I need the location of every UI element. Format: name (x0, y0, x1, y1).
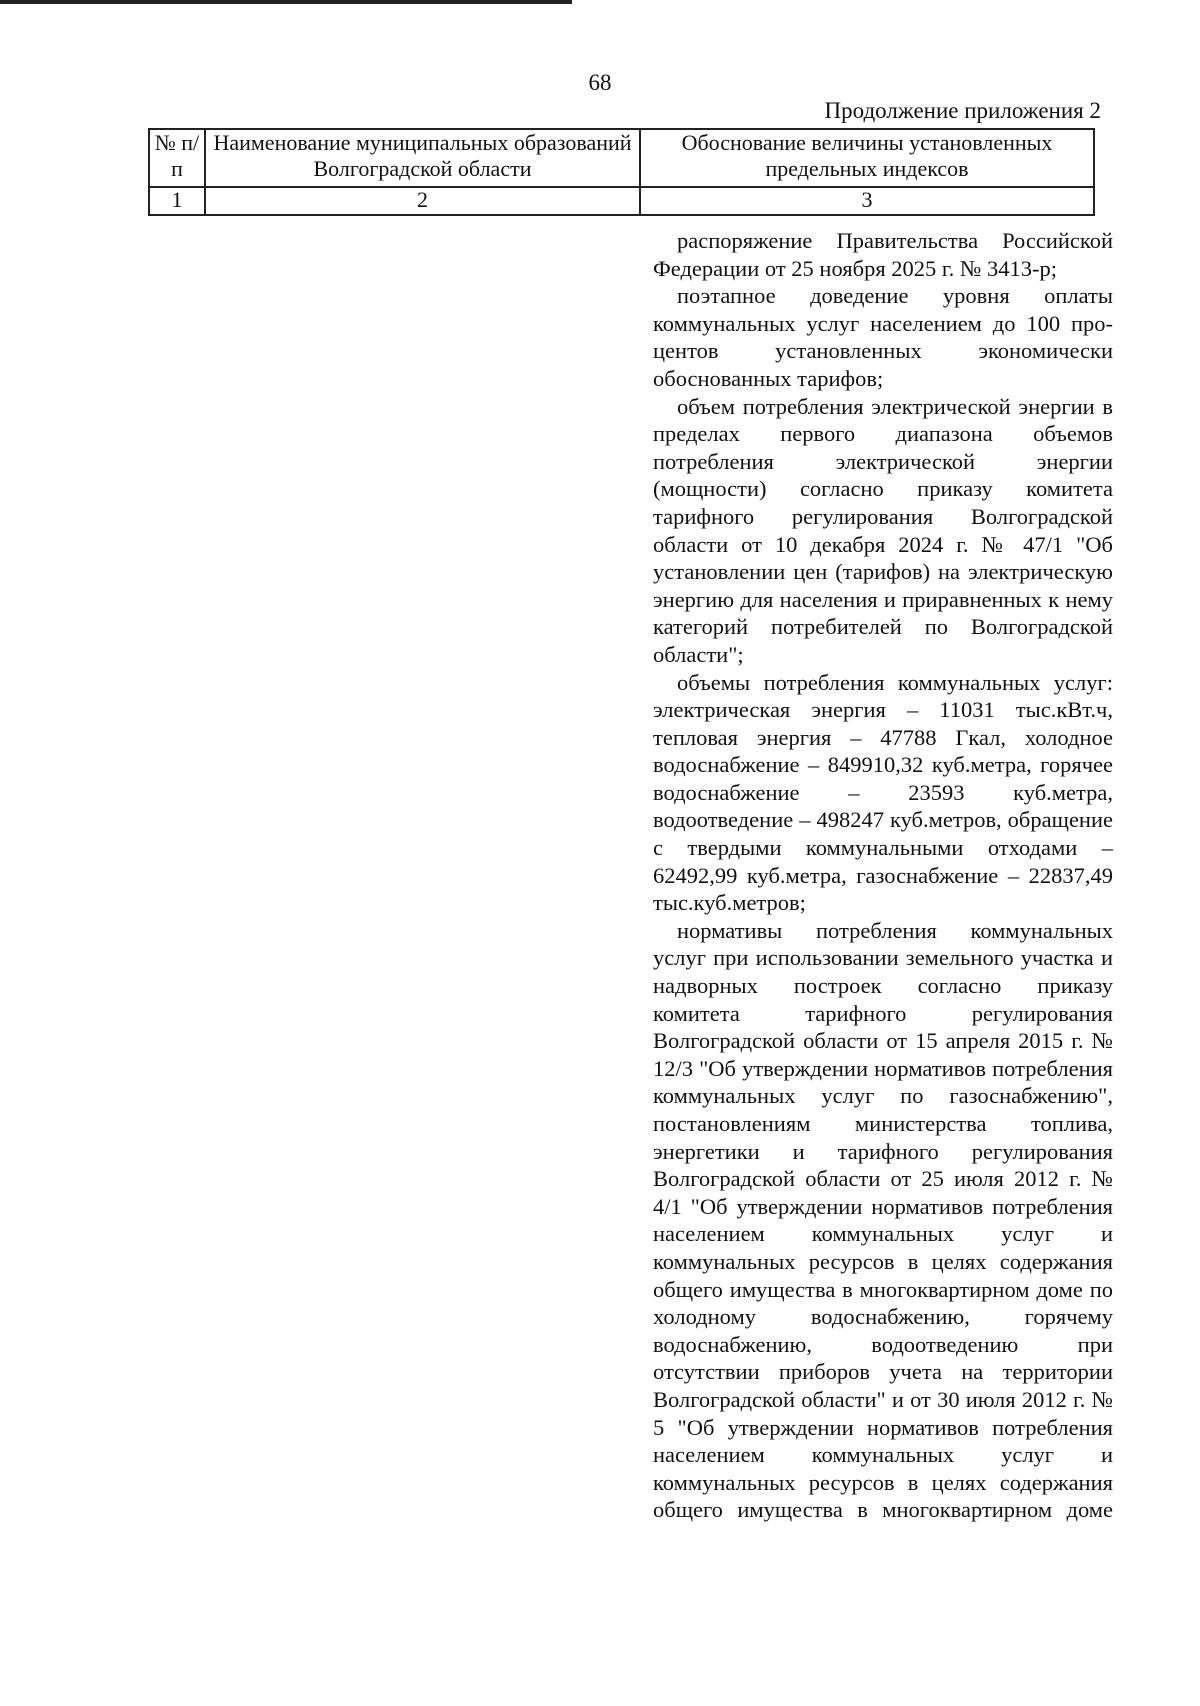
table-header-row (149, 129, 1094, 187)
paragraph-electricity-volume: объем потребления электрической энергии в пределах первого диапазона объемов потребления электрической энергии (мощности) согласно приказу комитета тарифного регулирования Волгоградской области от 10 декабря 2024 г. № 47/1 "Об установлении цен (тарифов) на электрическую энергию для населения и приравненных к нему категорий потребителей по Волгоградской области"; (653, 393, 1113, 667)
header-cell-municipality: Наименование муниципальных образований Волгоградской области (205, 129, 640, 187)
paragraph-payment-level: поэтапное доведение уровня оплаты коммунальных услуг населением до 100 процентов установленных экономически обоснованных тарифов; (653, 283, 1113, 391)
paragraph-consumption-volumes: объемы потребления коммунальных услуг: электрическая энергия – 11031 тыс.кВт.ч, тепловая энергия – 47788 Гкал, холодное водоснабжение – 849910,32 куб.метра, горячее водоснабжение – 23593 куб.метра, водоотведение – 498247 куб.метров, обращение с твердыми коммунальными отходами – 62492,99 куб.метра, газоснабжение – 22837,49 тыс.куб.метров; (653, 669, 1113, 916)
table-column-number-row (149, 187, 1094, 215)
header-cell-justification: Обоснование величины установленных предельных индексов (640, 129, 1094, 187)
paragraph-government-order: распоряжение Правительства Российской Федерации от 25 ноября 2025 г. № 3413-р; (653, 228, 1113, 281)
header-table (148, 128, 1095, 216)
column-number-1: 1 (149, 187, 205, 215)
justification-text (653, 227, 1113, 1524)
continuation-label: Продолжение приложения 2 (824, 98, 1101, 123)
paragraph-consumption-norms: нормативы потребления коммунальных услуг при использовании земельного участка и надворных построек согласно приказу комитета тарифного регулирования Волгоградской области от 15 апреля 2015 г. № 12/3 "Об утверждении нормативов потребления коммунальных услуг по газоснабжению", постановлениям министерства топлива, энергетики и тарифного регулирования Волгоградской области от 25 июля 2012 г. № 4/1 "Об утверждении нормативов потребления населением коммунальных услуг и коммунальных ресурсов в целях содержания общего имущества в многоквартирном доме по холодному водоснабжению, горячему водоснабжению, водоотведению при отсутствии приборов учета на территории Волгоградской области" и от 30 июля 2012 г. № 5 "Об утверждении нормативов потребления населением коммунальных услуг и коммунальных ресурсов в целях содержания общего имущества в многоквартирном доме (653, 917, 1113, 1523)
page-number: 68 (588, 70, 612, 95)
header-cell-number: № п/п (149, 129, 205, 187)
column-number-3: 3 (640, 187, 1094, 215)
column-number-2: 2 (205, 187, 640, 215)
scan-edge-line (0, 0, 572, 4)
